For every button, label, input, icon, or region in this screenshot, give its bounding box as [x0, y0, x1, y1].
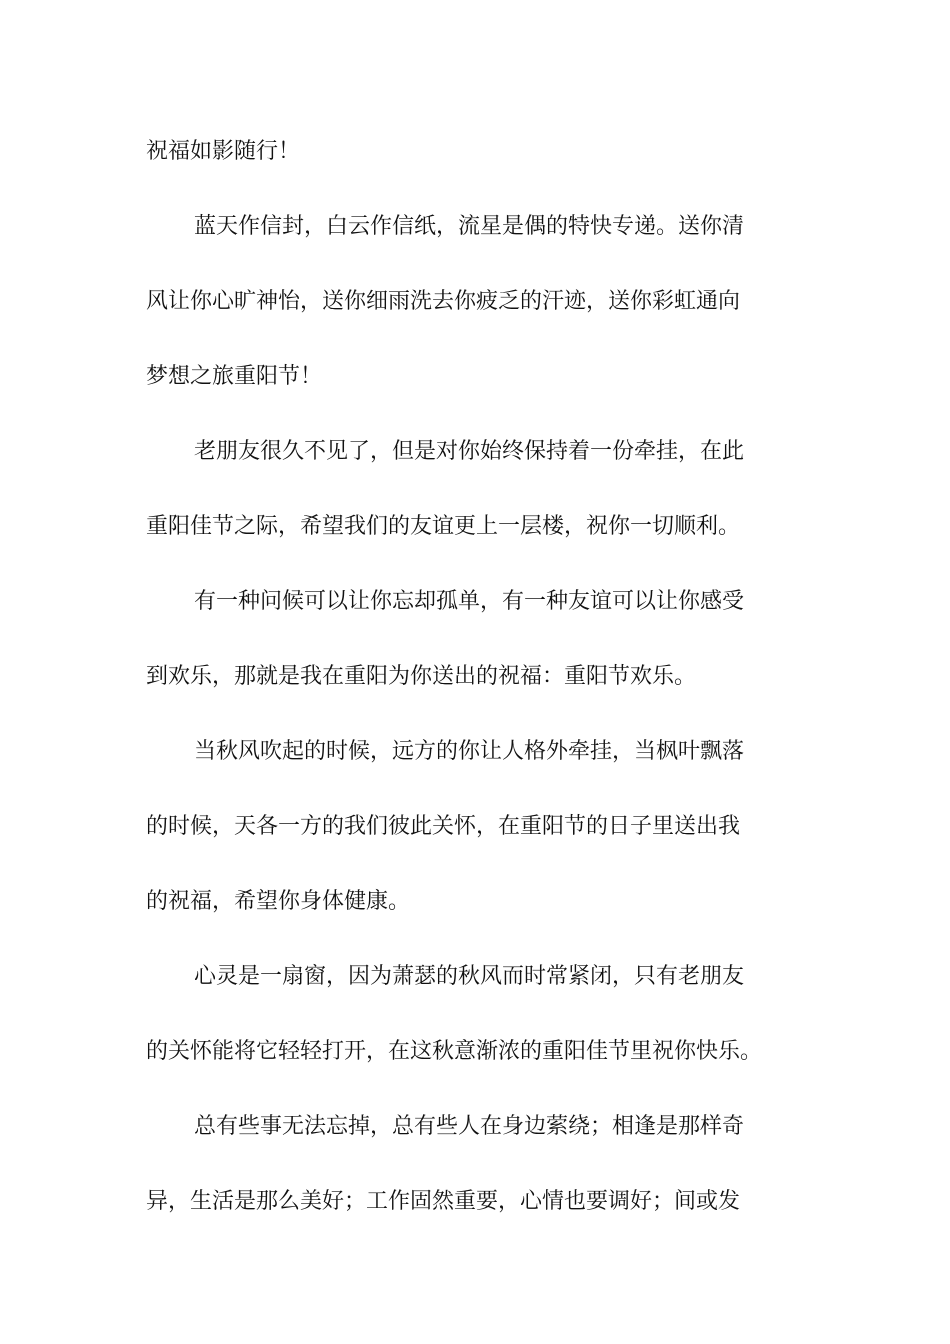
text-line: 有一种问候可以让你忘却孤单，有一种友谊可以让你感受	[194, 589, 745, 614]
text-line: 梦想之旅重阳节！	[146, 364, 323, 389]
document-body	[146, 126, 806, 1251]
text-line: 老朋友很久不见了，但是对你始终保持着一份牵挂，在此	[194, 439, 745, 464]
text-line: 祝福如影随行！	[146, 139, 301, 164]
text-line: 异，生活是那么美好；工作固然重要，心情也要调好；间或发	[146, 1189, 741, 1214]
text-line: 重阳佳节之际，希望我们的友谊更上一层楼，祝你一切顺利。	[146, 514, 741, 539]
text-line: 风让你心旷神怡，送你细雨洗去你疲乏的汗迹，送你彩虹通向	[146, 289, 741, 314]
text-line: 的时候，天各一方的我们彼此关怀，在重阳节的日子里送出我	[146, 814, 741, 839]
text-line: 总有些事无法忘掉，总有些人在身边萦绕；相逢是那样奇	[194, 1114, 745, 1139]
text-line: 的关怀能将它轻轻打开，在这秋意渐浓的重阳佳节里祝你快乐。	[146, 1039, 763, 1064]
text-line: 心灵是一扇窗，因为萧瑟的秋风而时常紧闭，只有老朋友	[194, 964, 745, 989]
text-line: 到欢乐，那就是我在重阳为你送出的祝福：重阳节欢乐。	[146, 664, 697, 689]
text-line: 当秋风吹起的时候，远方的你让人格外牵挂，当枫叶飘落	[194, 739, 745, 764]
text-line: 蓝天作信封，白云作信纸，流星是偶的特快专递。送你清	[194, 214, 745, 239]
text-line: 的祝福，希望你身体健康。	[146, 889, 411, 914]
